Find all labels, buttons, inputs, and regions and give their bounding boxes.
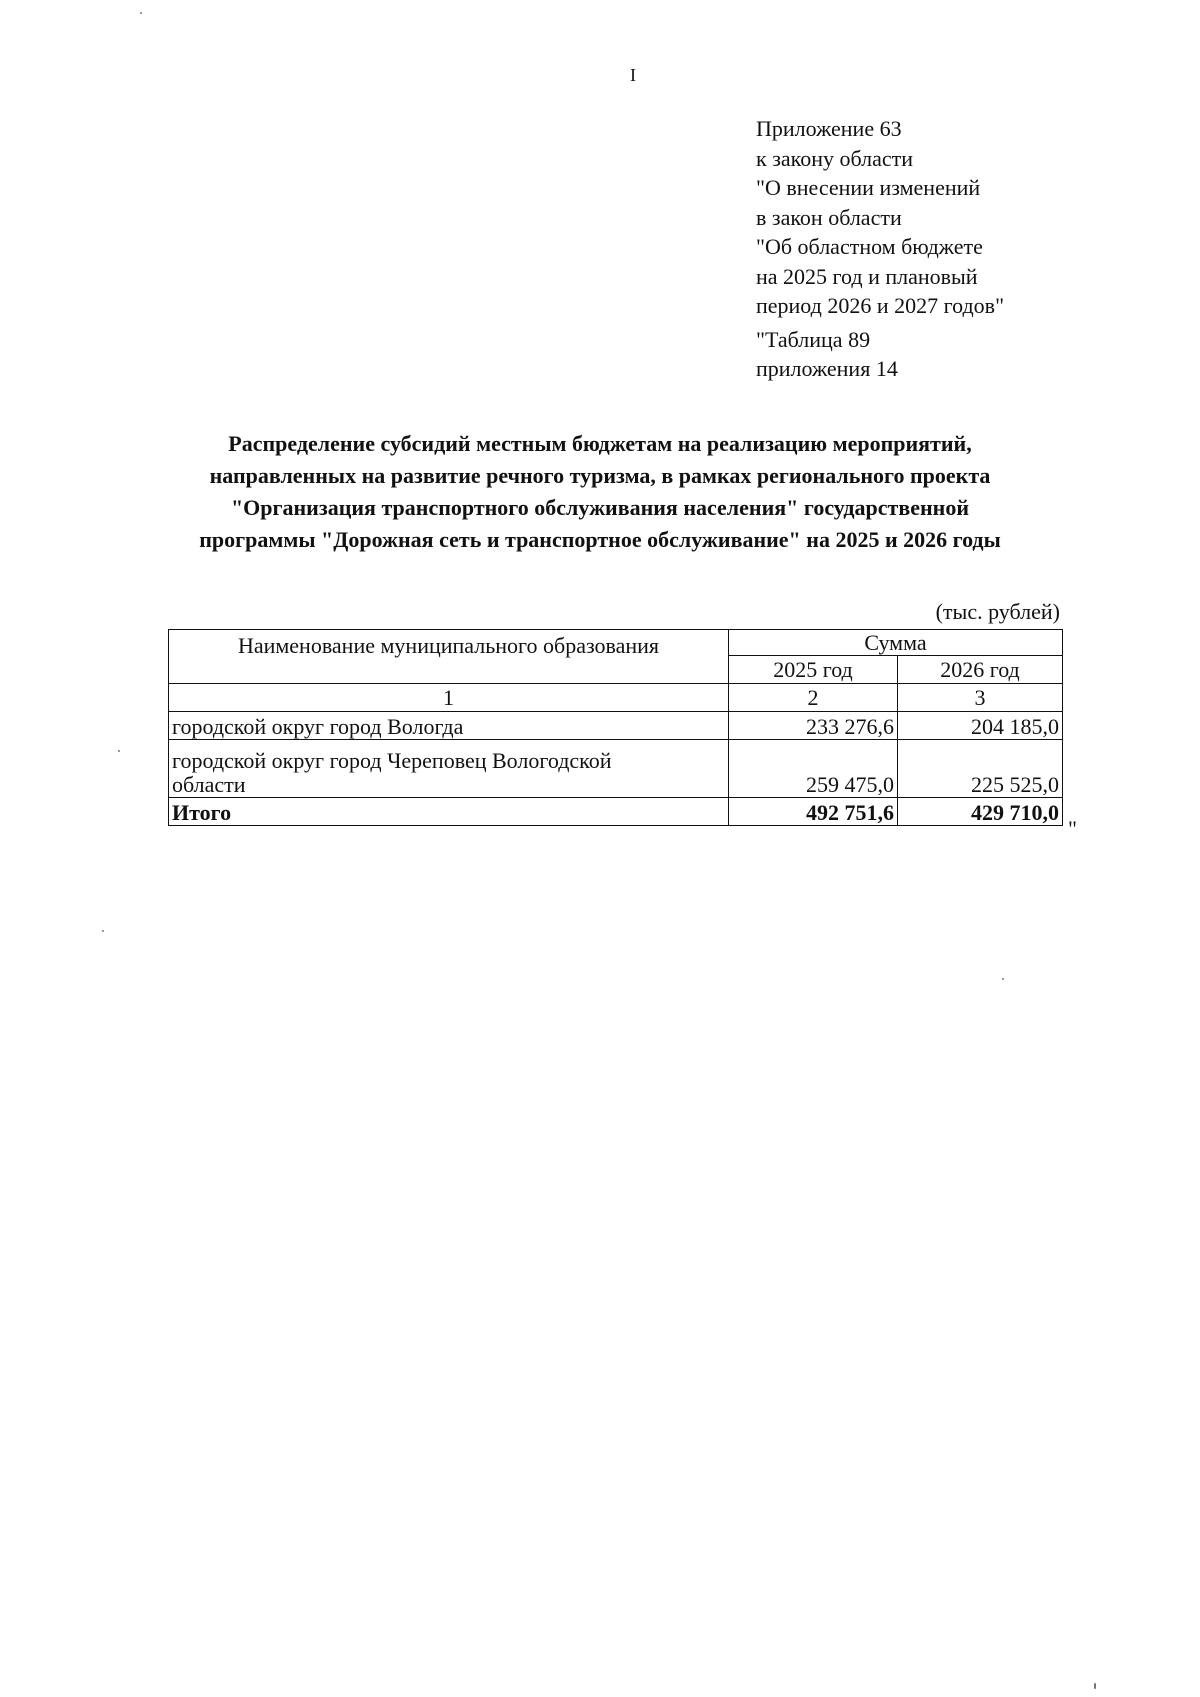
column-number: 1 <box>169 684 729 712</box>
total-label: Итого <box>169 798 729 826</box>
closing-quote: " <box>1068 816 1077 841</box>
document-title <box>150 428 1050 556</box>
total-row <box>169 798 1063 826</box>
amount-2025: 259 475,0 <box>729 740 898 798</box>
scan-speck <box>118 750 120 752</box>
appendix-line: в закон области <box>756 204 902 230</box>
header-year-2025: 2025 год <box>729 656 898 684</box>
scan-speck <box>1002 978 1004 980</box>
units-label: (тыс. рублей) <box>935 599 1060 624</box>
column-number: 3 <box>898 684 1063 712</box>
table-reference-line: "Таблица 89 <box>756 326 871 352</box>
total-2026: 429 710,0 <box>898 798 1063 826</box>
appendix-line: на 2025 год и плановый <box>756 263 978 289</box>
total-2025: 492 751,6 <box>729 798 898 826</box>
appendix-line: период 2026 и 2027 годов" <box>756 293 1005 318</box>
amount-2026: 204 185,0 <box>898 712 1063 740</box>
table-reference-line: приложения 14 <box>756 356 898 381</box>
municipality-name-line: городской округ город Череповец Вологодской <box>172 748 612 773</box>
appendix-header <box>756 114 1136 384</box>
appendix-line: Приложение 63 <box>756 116 902 141</box>
title-line: программы "Дорожная сеть и транспортное обслуживание" на 2025 и 2026 годы <box>199 527 1001 552</box>
municipality-name-line: области <box>172 772 246 797</box>
table-header-row <box>169 630 1063 656</box>
appendix-line: "Об областном бюджете <box>756 234 983 259</box>
table-row <box>169 740 1063 798</box>
page-number-mark: I <box>630 65 636 85</box>
header-sum: Сумма <box>729 630 1063 656</box>
amount-2025: 233 276,6 <box>729 712 898 740</box>
subsidy-table <box>168 629 1063 826</box>
title-line: Распределение субсидий местным бюджетам на реализацию мероприятий, <box>228 431 972 456</box>
scan-speck <box>1094 1683 1096 1689</box>
table-row <box>169 712 1063 740</box>
appendix-line: к закону области <box>756 145 914 171</box>
scan-speck <box>140 12 142 14</box>
municipality-name <box>169 740 729 798</box>
header-municipality-name: Наименование муниципального образования <box>169 630 729 684</box>
header-year-2026: 2026 год <box>898 656 1063 684</box>
column-numbers-row <box>169 684 1063 712</box>
amount-2026: 225 525,0 <box>898 740 1063 798</box>
title-line: направленных на развитие речного туризма, в рамках регионального проекта <box>209 463 991 488</box>
municipality-name <box>169 712 729 740</box>
scan-speck <box>102 930 104 932</box>
column-number: 2 <box>729 684 898 712</box>
municipality-name-line: городской округ город Вологда <box>172 714 464 739</box>
title-line: "Организация транспортного обслуживания населения" государственной <box>230 495 970 520</box>
appendix-line: "О внесении изменений <box>756 175 981 200</box>
